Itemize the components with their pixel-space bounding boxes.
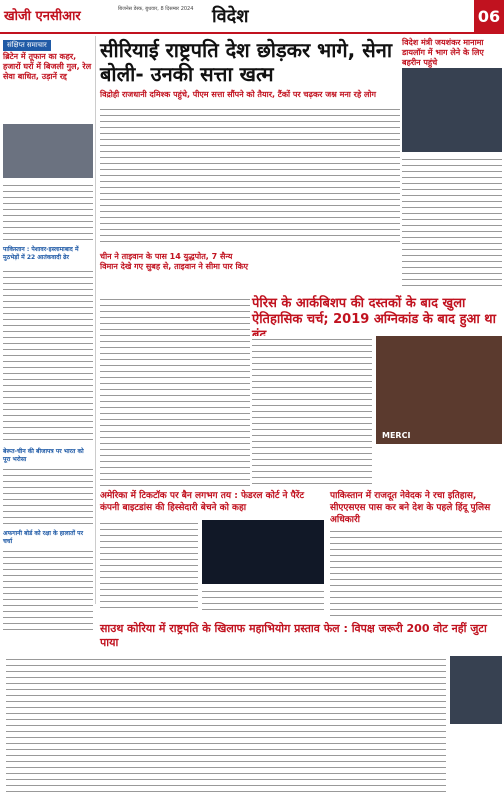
story4-headline: अफगानी बोर्ड को रक्षा के हालातों पर चर्चा [3, 530, 84, 545]
tiktok-logo-photo [202, 520, 324, 584]
date-line: बिजनेस डेस्क, बुधवार, 8 दिसम्बर 2024 [118, 6, 194, 12]
lead-body [100, 106, 400, 246]
pakistan-body [330, 528, 502, 618]
brief-tag: संक्षिप्त समाचार [3, 40, 51, 51]
section-title: विदेश [212, 6, 249, 27]
left-headline: ब्रिटेन में तूफान का कहर, हजारों घरों में बिजली गुल, रेल सेवा बाधित, उड़ानें रद्द [3, 52, 92, 81]
jaishankar-photo [402, 68, 502, 152]
masthead [0, 0, 504, 34]
story3-headline: बेरूत-चीन की बीजापत्र पर भारत को पूरा भरोसा [3, 448, 84, 463]
tiktok-body-1 [100, 520, 198, 612]
page-number: 06 [474, 0, 504, 34]
left-text-4 [3, 548, 93, 634]
korea-body [6, 656, 446, 796]
left-text-2 [3, 268, 93, 444]
storm-photo [3, 124, 93, 178]
pakistan-headline: पाकिस्तान में राजदूत नेवेदक ने रचा इतिहास, सीएएसएस पास कर बने देश के पहले हिंदू पुलिस अधिकारी [330, 491, 491, 525]
korea-photo [450, 656, 502, 724]
story2-headline: पाकिस्तान : पेशावर-इस्लामाबाद में मुठभेड़ों में 22 आतंकवादी ढेर [3, 246, 79, 261]
jaishankar-body [402, 156, 502, 288]
jaishankar-headline: विदेश मंत्री जयशंकर मानामा डायलॉग में भाग लेने के लिए बहरीन पहुंचे [402, 38, 484, 67]
lead-subhead: विद्रोही राजधानी दमिश्क पहुंचे, पीएम सत्ता सौंपने को तैयार, टैंकों पर चढ़कर जश्न मना रहे लोग [100, 90, 376, 99]
paris-photo-text: MERCI [382, 431, 411, 440]
china-headline: चीन ने ताइवान के पास 14 युद्धपोत, 7 सैन्य विमान देखे गए सुबह से, ताइवान ने सीमा पार किए [100, 252, 249, 271]
tiktok-headline: अमेरिका में टिकटॉक पर बैन लगभग तय : फेडरल कोर्ट ने पैरेंट कंपनी बाइटडांस की हिस्सेदारी बेचने को कहा [100, 491, 304, 513]
korea-headline: साउथ कोरिया में राष्ट्रपति के खिलाफ महाभियोग प्रस्ताव फेल : विपक्ष जरूरी 200 वोट नहीं जुटा पाया [100, 622, 487, 649]
left-column [0, 36, 96, 604]
tiktok-body-2 [202, 588, 324, 610]
paris-photo [376, 336, 502, 444]
china-body [100, 296, 250, 486]
paris-headline: पेरिस के आर्कबिशप की दस्तकों के बाद खुला ऐतिहासिक चर्च; 2019 अग्निकांड के बाद हुआ था [252, 296, 496, 327]
lead-headline: सीरियाई राष्ट्रपति देश छोड़कर भागे, सेना बोली- उनकी सत्ता खत्म [100, 38, 393, 86]
left-text-1 [3, 182, 93, 242]
paris-body [252, 336, 372, 486]
brand-name: खोजी एनसीआर [4, 9, 81, 24]
left-text-3 [3, 466, 93, 526]
